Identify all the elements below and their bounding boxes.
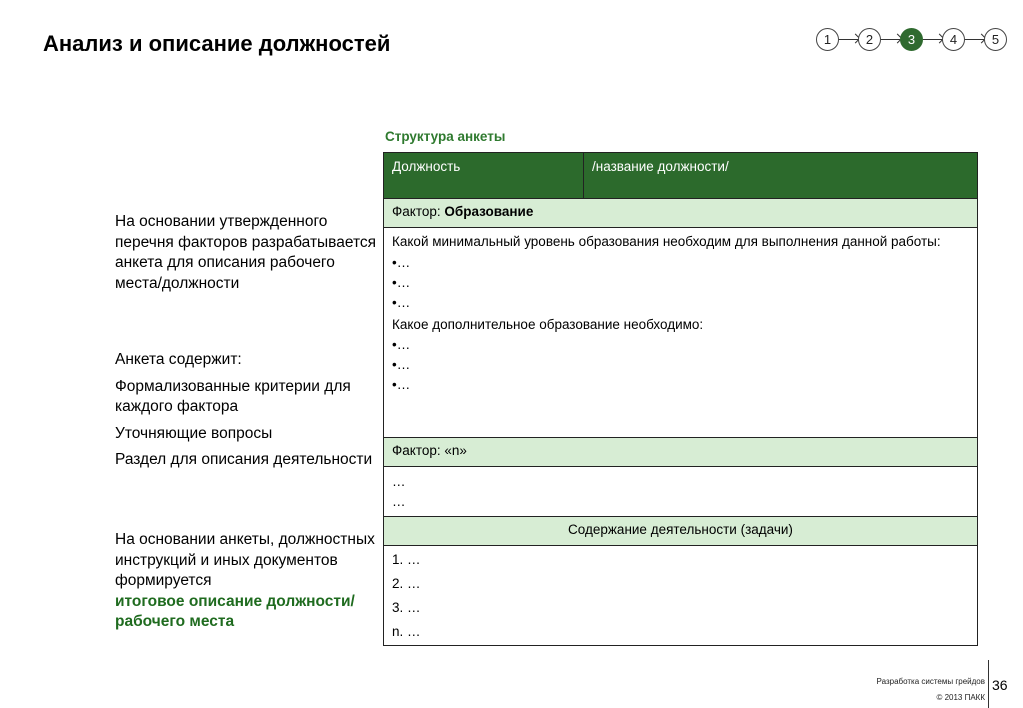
factor-prefix: Фактор: [392, 204, 445, 219]
activity-body [384, 546, 977, 645]
task-item: 1. … [392, 552, 421, 567]
arrow-right-icon [965, 39, 984, 40]
bullet: •… [392, 337, 411, 352]
footer-copyright: © 2013 ПАКК [936, 693, 985, 702]
questionnaire-contents [115, 350, 380, 471]
questionnaire-form [383, 152, 978, 646]
activity-band: Содержание деятельности (задачи) [384, 517, 977, 546]
form-header-row [384, 153, 977, 199]
placeholder-line: … [392, 474, 406, 489]
bullet: •… [392, 357, 411, 372]
task-item: 2. … [392, 576, 421, 591]
bullet: •… [392, 255, 411, 270]
arrow-right-icon [923, 39, 942, 40]
conclusion-highlight: итоговое описание должности/рабочего места [115, 592, 355, 630]
step-1[interactable]: 1 [816, 28, 839, 51]
bullet: •… [392, 377, 411, 392]
intro-text [115, 212, 380, 294]
contents-heading: Анкета содержит: [115, 351, 242, 368]
task-item: 3. … [392, 600, 421, 615]
footer-divider [988, 660, 989, 708]
page-number: 36 [992, 677, 1008, 693]
position-name: /название должности/ [592, 159, 729, 174]
bullet: •… [392, 275, 411, 290]
page-title: Анализ и описание должностей [43, 31, 391, 56]
step-indicator [816, 27, 1012, 53]
footer-project: Разработка системы грейдов [876, 677, 985, 686]
factor-education-body [384, 228, 977, 438]
position-label: Должность [384, 153, 584, 198]
placeholder-line: … [392, 494, 406, 509]
factor-n-band: Фактор: «n» [384, 438, 977, 467]
factor-name: Образование [444, 204, 534, 219]
question-min-education: Какой минимальный уровень образования необходим для выполнения данной работы: [392, 234, 941, 249]
contents-item-questions: Уточняющие вопросы [115, 424, 273, 442]
step-2[interactable]: 2 [858, 28, 881, 51]
question-extra-education: Какое дополнительное образование необходимо: [392, 317, 704, 332]
bullet: •… [392, 295, 411, 310]
footer-text [877, 674, 985, 706]
factor-education-band [384, 199, 977, 228]
arrow-right-icon [881, 39, 900, 40]
contents-item-activity: Раздел для описания деятельности [115, 451, 373, 468]
factor-n-body [384, 467, 977, 517]
step-3[interactable]: 3 [900, 28, 923, 51]
arrow-right-icon [839, 39, 858, 40]
task-item: n. … [392, 624, 421, 639]
step-5[interactable]: 5 [984, 28, 1007, 51]
step-4[interactable]: 4 [942, 28, 965, 51]
form-title: Структура анкеты [385, 129, 506, 144]
intro-paragraph: На основании утвержденного перечня факторов разрабатывается анкета для описания рабочего места/должности [115, 213, 377, 292]
conclusion-text [115, 530, 380, 633]
contents-item-criteria: Формализованные критерии для каждого фактора [115, 377, 351, 415]
conclusion-paragraph: На основании анкеты, должностных инструкций и иных документов формируется [115, 531, 375, 589]
